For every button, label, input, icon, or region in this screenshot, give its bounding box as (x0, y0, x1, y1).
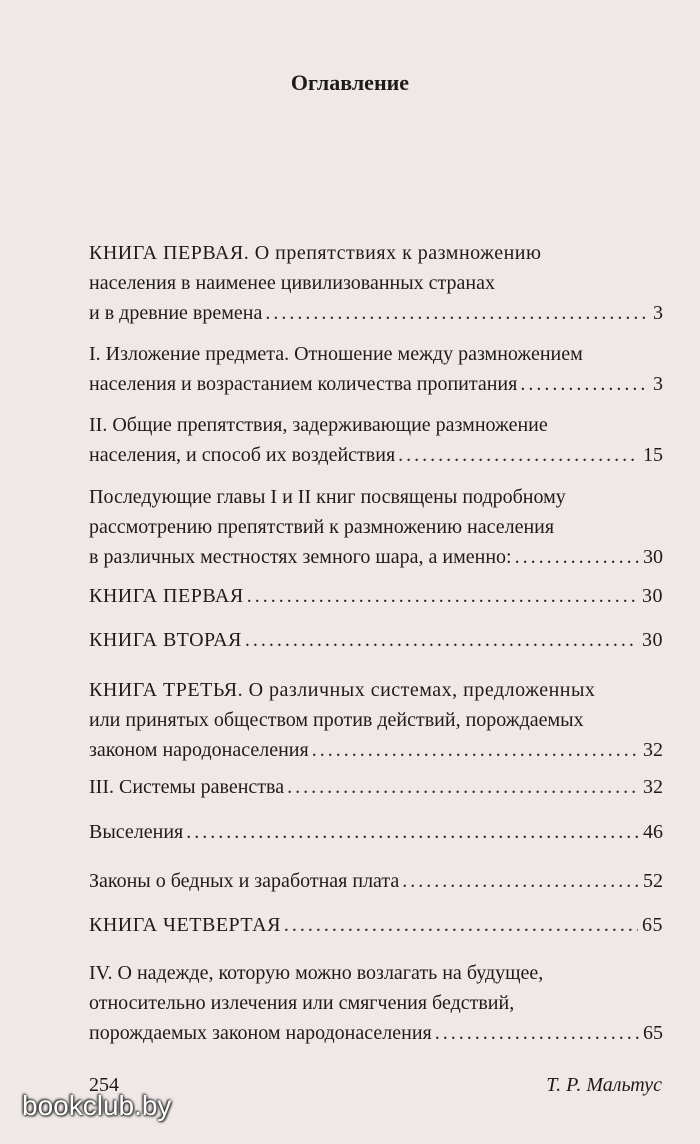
toc-entry-last-line (89, 772, 663, 802)
toc-page-number: 30 (642, 585, 663, 607)
toc-entry-text: КНИГА ЧЕТВЕРТАЯ (89, 914, 281, 936)
toc-entry-text: населения и возрастанием количества пропитания (89, 373, 518, 395)
toc-entry-line: II. Общие препятствия, задерживающие размножение (89, 414, 548, 436)
toc-entry-text: КНИГА ПЕРВАЯ (89, 585, 244, 607)
toc-entry-line: КНИГА ПЕРВАЯ. О препятствиях к размножению (89, 242, 542, 264)
toc-entry-text: Выселения (89, 821, 184, 843)
toc-entry-last-line (89, 910, 663, 940)
toc-page-number: 46 (643, 821, 663, 843)
toc-entry-chapter-2 (89, 410, 663, 470)
toc-page-number: 15 (643, 444, 663, 466)
watermark: bookclub.by (22, 1090, 172, 1121)
toc-entry-last-line (89, 735, 663, 765)
toc-page-number: 30 (642, 629, 663, 651)
toc-entry-last-line (89, 1018, 663, 1048)
toc-entry-book-two (89, 625, 663, 655)
toc-entry-text: порождаемых законом народонаселения (89, 1022, 432, 1044)
page-number: 254 (89, 1074, 119, 1096)
toc-entry-text: и в древние времена (89, 302, 263, 324)
dot-leader (284, 910, 638, 940)
dot-leader (435, 1018, 639, 1048)
toc-entry-last-line (89, 298, 663, 328)
toc-entry-last-line (89, 369, 663, 399)
toc-entry-book-three (89, 675, 663, 765)
toc-entry-chapter-1 (89, 339, 663, 399)
toc-page-number: 32 (643, 739, 663, 761)
toc-entry-last-line (89, 866, 663, 896)
toc-page-number: 30 (643, 546, 663, 568)
toc-entry-line: I. Изложение предмета. Отношение между размножением (89, 343, 583, 365)
toc-entry-line: относительно излечения или смягчения бедствий, (89, 992, 515, 1014)
dot-leader (247, 581, 638, 611)
toc-entry-chapter-3 (89, 772, 663, 802)
toc-entry-last-line (89, 542, 663, 572)
toc-page-number: 65 (643, 1022, 663, 1044)
toc-entry-line: или принятых обществом против действий, порождаемых (89, 709, 584, 731)
toc-page-number: 65 (642, 914, 663, 936)
dot-leader (515, 542, 639, 572)
running-author: Т. Р. Мальтус (546, 1074, 662, 1096)
dot-leader (312, 735, 639, 765)
toc-entry-book-one-short (89, 581, 663, 611)
toc-entry-text: Законы о бедных и заработная плата (89, 870, 400, 892)
toc-entry-last-line (89, 817, 663, 847)
dot-leader (398, 440, 639, 470)
toc-entry-last-line (89, 440, 663, 470)
toc-entry-line: Последующие главы I и II книг посвящены подробному (89, 486, 566, 508)
toc-entry-text: III. Системы равенства (89, 776, 285, 798)
toc-entry-text: населения, и способ их воздействия (89, 444, 396, 466)
toc-entry-text: КНИГА ВТОРАЯ (89, 629, 242, 651)
dot-leader (265, 298, 649, 328)
toc-entry-emigration (89, 817, 663, 847)
dot-leader (402, 866, 639, 896)
toc-page-number: 3 (653, 373, 663, 395)
toc-entry-book-four (89, 910, 663, 940)
dot-leader (520, 369, 649, 399)
toc-entry-text: в различных местностях земного шара, а именно: (89, 546, 512, 568)
toc-entry-line: населения в наименее цивилизованных странах (89, 272, 495, 294)
toc-entry-text: законом народонаселения (89, 739, 309, 761)
toc-page-number: 3 (653, 302, 663, 324)
dot-leader (186, 817, 639, 847)
toc-entry-line: IV. О надежде, которую можно возлагать на будущее, (89, 962, 544, 984)
toc-entry-line: КНИГА ТРЕТЬЯ. О различных системах, предложенных (89, 679, 596, 701)
toc-entry-last-line (89, 581, 663, 611)
toc-entry-line: рассмотрению препятствий к размножению населения (89, 516, 555, 538)
page-title: Оглавление (290, 70, 410, 95)
toc-page-number: 32 (643, 776, 663, 798)
toc-entry-book-one (89, 238, 663, 328)
toc-entry-chapter-4 (89, 958, 663, 1048)
dot-leader (245, 625, 638, 655)
dot-leader (287, 772, 639, 802)
toc-entry-last-line (89, 625, 663, 655)
toc-page-number: 52 (643, 870, 663, 892)
toc-entry-following-chapters (89, 482, 663, 572)
toc-entry-poor-laws (89, 866, 663, 896)
